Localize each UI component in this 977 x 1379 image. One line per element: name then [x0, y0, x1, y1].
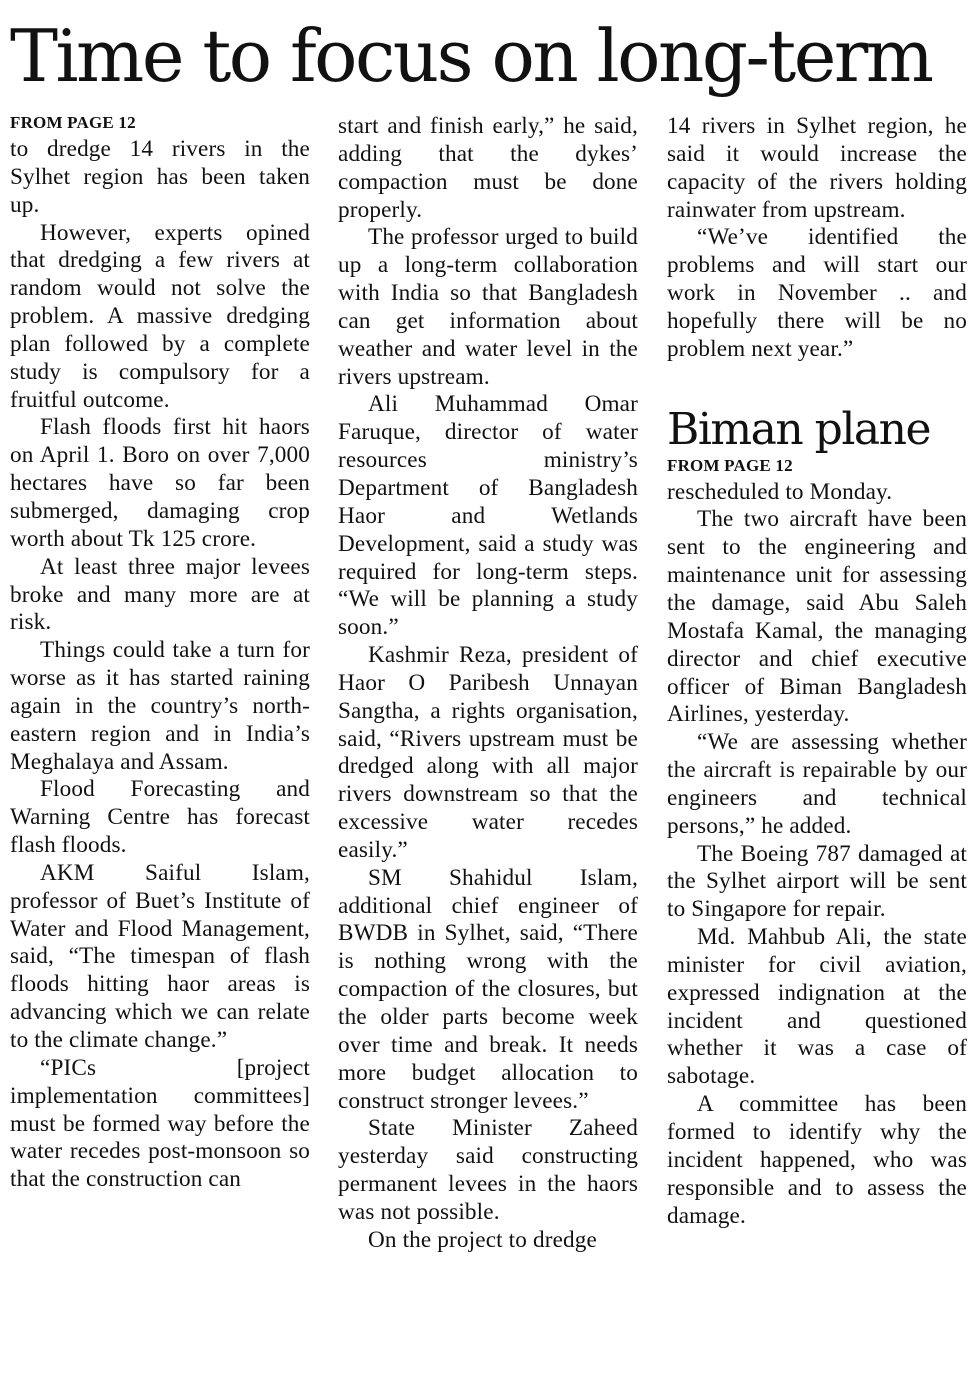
- paragraph: At least three major levees broke and many more are at risk.: [10, 553, 310, 636]
- paragraph: A committee has been formed to identify why the incident happened, who was responsible and to assess the damage.: [667, 1091, 967, 1229]
- paragraph: However, experts opined that dredging a few rivers at random would not solve the problem. A massive dredging plan followed by a complete study is compulsory for a fruitful outcome.: [10, 219, 310, 413]
- column-3: [667, 113, 967, 1230]
- paragraph: to dredge 14 rivers in the Sylhet region has been taken up.: [10, 136, 310, 218]
- paragraph: On the project to dredge: [368, 1226, 597, 1253]
- paragraph: Flood Forecasting and Warning Centre has forecast flash floods.: [10, 776, 310, 859]
- paragraph: AKM Saiful Islam, professor of Buet’s Institute of Water and Flood Management, said, “The timespan of flash floods hitting haor areas is advancing which we can relate to the climate change.”: [10, 859, 310, 1053]
- paragraph: “We’ve identified the problems and will start our work in November .. and hopefully there will be no problem next year.”: [667, 224, 967, 362]
- paragraph: “PICs [project implementation committees] must be formed way before the water recedes post-monsoon so that the construction can: [10, 1054, 310, 1193]
- paragraph: SM Shahidul Islam, additional chief engineer of BWDB in Sylhet, said, “There is nothing wrong with the compaction of the closures, but the older parts become week over time and break. It needs more budget allocation to construct stronger levees.”: [338, 864, 638, 1114]
- paragraph: Kashmir Reza, president of Haor O Paribesh Unnayan Sangtha, a rights organisation, said, “Rivers upstream must be dredged along with all major rivers downstream so that the excessive water recedes easily.”: [338, 642, 638, 863]
- column-1: [10, 113, 310, 1194]
- paragraph: State Minister Zaheed yesterday said constructing permanent levees in the haors was not possible.: [338, 1115, 638, 1225]
- headline-biman-plane: Biman plane: [667, 403, 931, 455]
- paragraph: Md. Mahbub Ali, the state minister for civil aviation, expressed indignation at the incident and questioned whether it was a case of sabotage.: [667, 924, 967, 1090]
- paragraph: The professor urged to build up a long-term collaboration with India so that Bangladesh can get information about weather and water level in the rivers upstream.: [338, 224, 638, 390]
- jump-label-from-page: FROM PAGE 12: [10, 113, 136, 132]
- jump-label-from-page: FROM PAGE 12: [667, 455, 793, 475]
- column-2: [338, 113, 638, 1255]
- paragraph: Ali Muhammad Omar Faruque, director of water resources ministry’s Department of Bangladesh Haor and Wetlands Development, said a study was required for long-term steps. “We will be planning a study soon.”: [338, 391, 638, 641]
- paragraph-continued: 14 rivers in Sylhet region, he said it would increase the capacity of the rivers holding rainwater from upstream.: [667, 113, 967, 223]
- paragraph: The two aircraft have been sent to the engineering and maintenance unit for assessing the damage, said Abu Saleh Mostafa Kamal, the managing director and chief executive officer of Biman Bangladesh Airlines, yesterday.: [667, 506, 967, 728]
- paragraph: rescheduled to Monday.: [667, 478, 893, 505]
- paragraph: Things could take a turn for worse as it has started raining again in the country’s north-eastern region and in India’s Meghalaya and Assam.: [10, 637, 310, 775]
- headline-long-term: Time to focus on long-term: [10, 14, 932, 98]
- paragraph-continued: start and finish early,” he said, adding that the dykes’ compaction must be done properly.: [338, 113, 638, 223]
- paragraph: Flash floods first hit haors on April 1. Boro on over 7,000 hectares have so far been submerged, damaging crop worth about Tk 125 crore.: [10, 414, 310, 552]
- paragraph: “We are assessing whether the aircraft is repairable by our engineers and technical persons,” he added.: [667, 729, 967, 839]
- paragraph: The Boeing 787 damaged at the Sylhet airport will be sent to Singapore for repair.: [667, 840, 967, 923]
